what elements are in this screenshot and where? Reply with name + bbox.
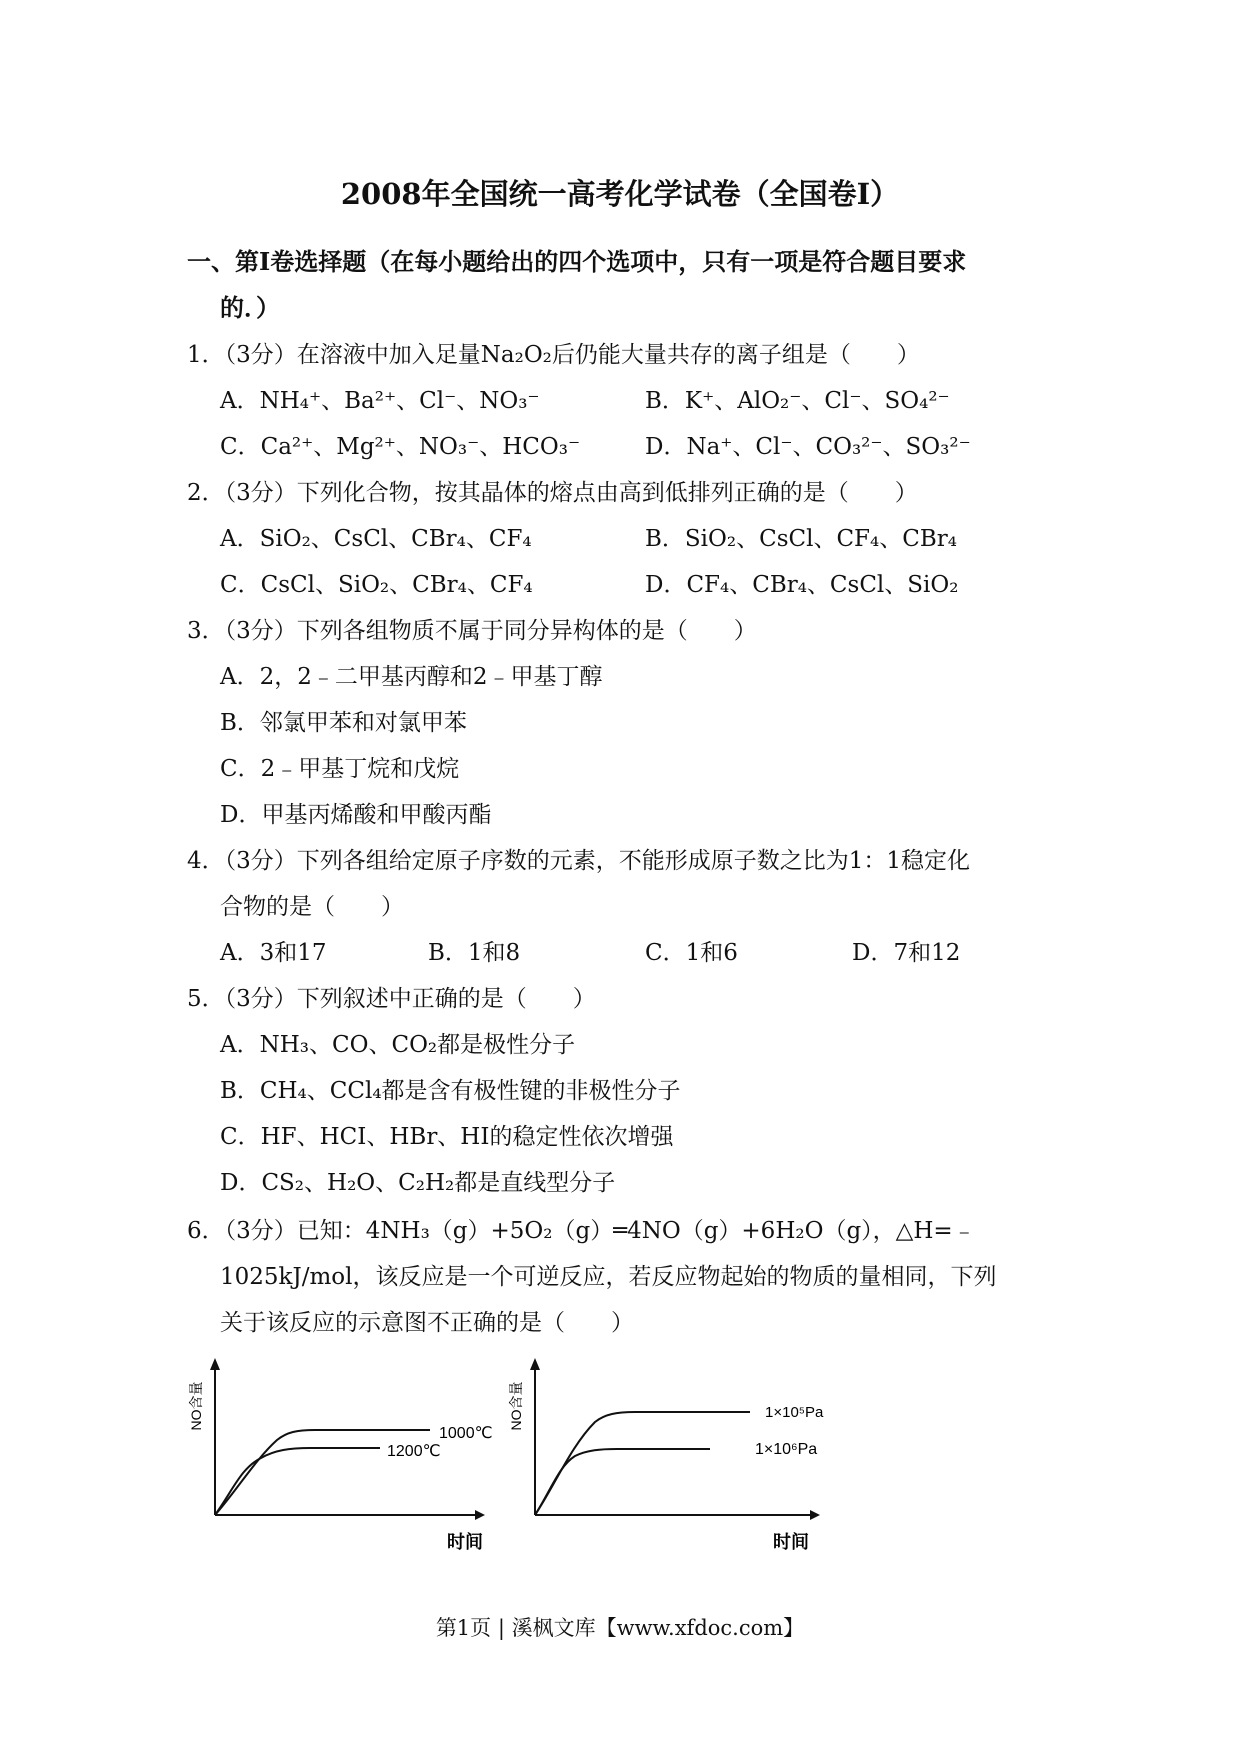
section-heading-cont: 的．）	[220, 293, 280, 322]
question-5-stem: 5．（3分）下列叙述中正确的是（ ）	[187, 986, 596, 1012]
question-4-stem-cont: 合物的是（ ）	[220, 894, 404, 920]
x-axis-arrow	[475, 1510, 485, 1520]
curve-upper-label: 1000℃	[439, 1425, 493, 1442]
q3-option-b: B．邻氯甲苯和对氯甲苯	[220, 710, 467, 736]
page-title: 2008年全国统一高考化学试卷（全国卷Ⅰ）	[340, 177, 900, 211]
q2-option-d: D．CF₄、CBr₄、CsCl、SiO₂	[645, 572, 959, 598]
curve-lower-label: 1×10⁶Pa	[755, 1441, 818, 1458]
question-6-stem-cont-2: 关于该反应的示意图不正确的是（ ）	[220, 1310, 634, 1336]
q5-option-a: A．NH₃、CO、CO₂都是极性分子	[220, 1032, 576, 1058]
x-axis-label: 时间	[773, 1532, 809, 1552]
q5-option-b: B．CH₄、CCl₄都是含有极性键的非极性分子	[220, 1078, 681, 1104]
curve-lower	[535, 1449, 710, 1515]
q5-option-d: D．CS₂、H₂O、C₂H₂都是直线型分子	[220, 1170, 616, 1196]
y-axis-arrow	[530, 1358, 540, 1370]
question-3-stem: 3．（3分）下列各组物质不属于同分异构体的是（ ）	[187, 618, 757, 644]
q2-option-c: C．CsCl、SiO₂、CBr₄、CF₄	[220, 572, 533, 598]
q4-option-c: C．1和6	[645, 940, 738, 966]
section-heading: 一、第Ⅰ卷选择题（在每小题给出的四个选项中，只有一项是符合题目要求	[187, 247, 967, 276]
y-axis-label: NO含量	[188, 1381, 204, 1431]
curve-lower-label: 1200℃	[387, 1443, 441, 1460]
y-axis-label: NO含量	[508, 1381, 524, 1431]
y-axis-arrow	[210, 1358, 220, 1370]
q1-option-b: B．K⁺、AlO₂⁻、Cl⁻、SO₄²⁻	[645, 388, 950, 414]
q1-option-a: A．NH₄⁺、Ba²⁺、Cl⁻、NO₃⁻	[220, 388, 540, 414]
question-6-stem: 6．（3分）已知：4NH₃（g）+5O₂（g）═4NO（g）+6H₂O（g），△H=﹣	[187, 1218, 976, 1244]
curve-upper-label: 1×10⁵Pa	[765, 1404, 824, 1421]
x-axis-arrow	[810, 1510, 820, 1520]
figure-pressure-plot	[505, 1350, 845, 1555]
q3-option-a: A．2，2﹣二甲基丙醇和2﹣甲基丁醇	[220, 664, 603, 690]
q1-option-d: D．Na⁺、Cl⁻、CO₃²⁻、SO₃²⁻	[645, 434, 971, 460]
q2-option-b: B．SiO₂、CsCl、CF₄、CBr₄	[645, 526, 957, 552]
q4-option-a: A．3和17	[220, 940, 327, 966]
figure-temperature-plot	[185, 1350, 515, 1555]
question-1-stem: 1．（3分）在溶液中加入足量Na₂O₂后仍能大量共存的离子组是（ ）	[187, 342, 920, 368]
q4-option-b: B．1和8	[428, 940, 521, 966]
question-4-stem: 4．（3分）下列各组给定原子序数的元素，不能形成原子数之比为1：1稳定化	[187, 848, 971, 874]
q4-option-d: D．7和12	[852, 940, 961, 966]
x-axis-label: 时间	[447, 1532, 483, 1552]
q2-option-a: A．SiO₂、CsCl、CBr₄、CF₄	[220, 526, 532, 552]
q1-option-c: C．Ca²⁺、Mg²⁺、NO₃⁻、HCO₃⁻	[220, 434, 581, 460]
question-2-stem: 2．（3分）下列化合物，按其晶体的熔点由高到低排列正确的是（ ）	[187, 480, 918, 506]
question-6-stem-cont: 1025kJ/mol，该反应是一个可逆反应，若反应物起始的物质的量相同，下列	[220, 1264, 997, 1290]
page-footer: 第1页 | 溪枫文库【www.xfdoc.com】	[435, 1616, 805, 1640]
curve-lower	[215, 1448, 380, 1515]
q3-option-d: D．甲基丙烯酸和甲酸丙酯	[220, 802, 492, 828]
q3-option-c: C．2﹣甲基丁烷和戊烷	[220, 756, 460, 782]
q5-option-c: C．HF、HCI、HBr、HI的稳定性依次增强	[220, 1124, 674, 1150]
